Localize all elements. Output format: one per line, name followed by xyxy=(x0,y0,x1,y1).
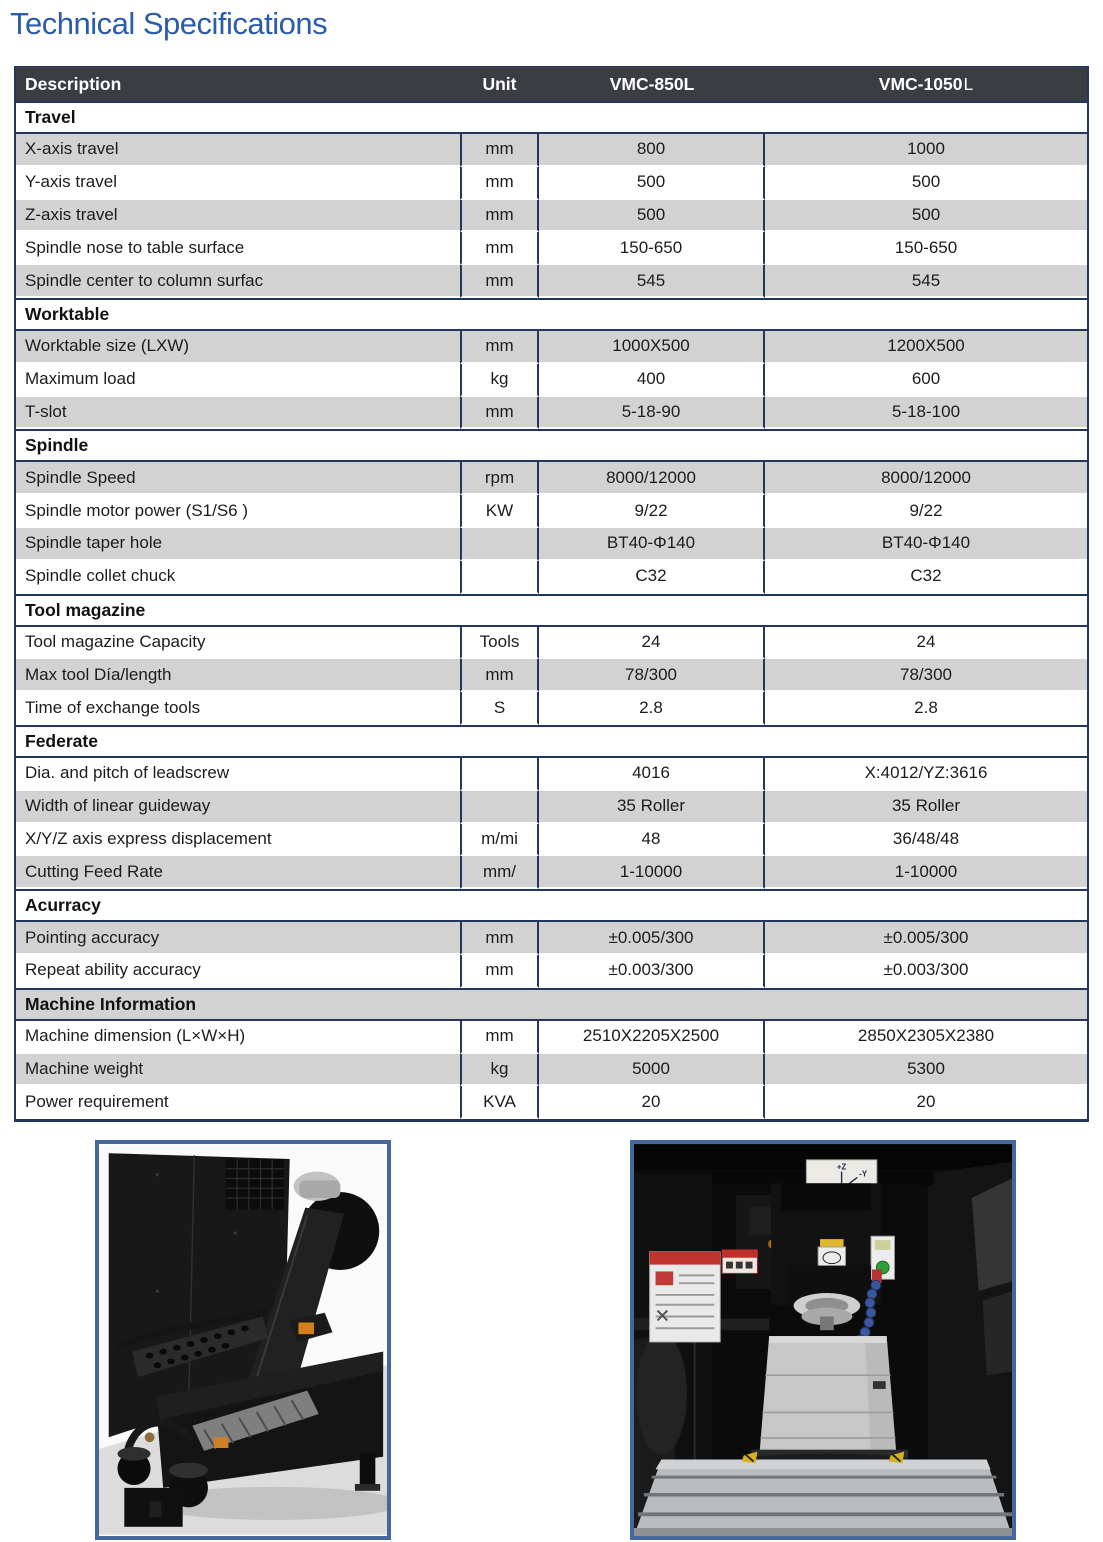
spec-row-t-slot xyxy=(16,397,1087,430)
vmc-1050l-value-cell: 1000 xyxy=(765,134,1087,167)
vmc-1050l-value-cell: 35 Roller xyxy=(765,791,1087,824)
vmc-850l-value-cell: 2.8 xyxy=(539,692,765,725)
vmc-1050l-value-cell: 2850X2305X2380 xyxy=(765,1021,1087,1054)
unit-cell: mm xyxy=(460,1021,539,1054)
col-header-vmc-1050l xyxy=(765,67,1087,101)
unit-cell: mm/ xyxy=(460,856,539,889)
description-cell: Max tool Día/length xyxy=(16,659,460,692)
vmc-1050l-value-cell: 5-18-100 xyxy=(765,397,1087,430)
worktable xyxy=(634,1452,1012,1536)
unit-cell: mm xyxy=(460,659,539,692)
spec-row-dia-and-pitch-of-leadscrew xyxy=(16,758,1087,791)
unit-cell: rpm xyxy=(460,462,539,495)
table-header-row xyxy=(16,67,1087,101)
spec-row-tool-magazine-capacity xyxy=(16,627,1087,660)
spec-row-pointing-accuracy xyxy=(16,922,1087,955)
warning-label-small xyxy=(298,1322,314,1334)
description-cell: Spindle collet chuck xyxy=(16,561,460,594)
description-cell: Machine dimension (L×W×H) xyxy=(16,1021,460,1054)
vmc-850l-value-cell: 1000X500 xyxy=(539,331,765,364)
unit-cell: KW xyxy=(460,495,539,528)
unit-cell: mm xyxy=(460,331,539,364)
vmc-850l-value-cell: BT40-Φ140 xyxy=(539,528,765,561)
unit-cell: mm xyxy=(460,265,539,298)
description-cell: X-axis travel xyxy=(16,134,460,167)
unit-cell: mm xyxy=(460,397,539,430)
description-cell: Z-axis travel xyxy=(16,200,460,233)
vmc-850l-value-cell: 24 xyxy=(539,627,765,660)
vmc-1050l-value-cell: ±0.003/300 xyxy=(765,955,1087,988)
vmc-850l-value-cell: 500 xyxy=(539,167,765,200)
vmc-1050l-value-cell: BT40-Φ140 xyxy=(765,528,1087,561)
description-cell: Time of exchange tools xyxy=(16,692,460,725)
vmc-850l-value-cell: ±0.005/300 xyxy=(539,922,765,955)
spec-row-maximum-load xyxy=(16,364,1087,397)
unit-cell: mm xyxy=(460,232,539,265)
spec-row-spindle-collet-chuck xyxy=(16,561,1087,594)
table-body xyxy=(16,101,1087,1119)
vmc-1050l-value-cell: C32 xyxy=(765,561,1087,594)
machine-base-chip-conveyor-photo xyxy=(95,1140,391,1540)
machining-area-photo xyxy=(630,1140,1016,1540)
vmc-850l-value-cell: 35 Roller xyxy=(539,791,765,824)
warning-label-orange xyxy=(214,1437,229,1448)
section-header-tool-magazine: Tool magazine xyxy=(16,594,1087,627)
section-header-travel: Travel xyxy=(16,101,1087,134)
spec-row-time-of-exchange-tools xyxy=(16,692,1087,725)
description-cell: Spindle nose to table surface xyxy=(16,232,460,265)
spec-row-spindle-speed xyxy=(16,462,1087,495)
vmc-1050l-value-cell: 1-10000 xyxy=(765,856,1087,889)
col-header-unit: Unit xyxy=(482,73,517,94)
vmc-1050l-value-cell: 545 xyxy=(765,265,1087,298)
warning-label-yellow xyxy=(820,1239,844,1247)
unit-cell: S xyxy=(460,692,539,725)
vmc-1050l-value-cell: 36/48/48 xyxy=(765,824,1087,857)
unit-cell: mm xyxy=(460,167,539,200)
axis-label-minus-y: -Y xyxy=(859,1169,868,1179)
spec-row-machine-dimension-l-w-h xyxy=(16,1021,1087,1054)
col-header-vmc-850l: VMC-850L xyxy=(609,73,695,94)
vmc-1050l-value-cell: X:4012/YZ:3616 xyxy=(765,758,1087,791)
vmc-850l-value-cell: 400 xyxy=(539,364,765,397)
spec-row-spindle-center-to-column-surfac xyxy=(16,265,1087,298)
unit-cell: mm xyxy=(460,200,539,233)
vmc-850l-value-cell: 8000/12000 xyxy=(539,462,765,495)
bellows-cover xyxy=(752,1336,909,1459)
page-title: Technical Specifications xyxy=(10,6,328,41)
description-cell: Maximum load xyxy=(16,364,460,397)
vmc-1050l-value-cell: 78/300 xyxy=(765,659,1087,692)
section-header-spindle: Spindle xyxy=(16,429,1087,462)
unit-cell xyxy=(460,561,539,594)
section-header-acurracy: Acurracy xyxy=(16,889,1087,922)
vmc-850l-value-cell: 1-10000 xyxy=(539,856,765,889)
col-header-description: Description xyxy=(25,73,122,94)
vmc-850l-value-cell: C32 xyxy=(539,561,765,594)
section-header-machine-information: Machine Information xyxy=(16,988,1087,1021)
vmc-850l-value-cell: 20 xyxy=(539,1086,765,1119)
spec-row-worktable-size-lxw xyxy=(16,331,1087,364)
vmc-1050l-value-cell: 2.8 xyxy=(765,692,1087,725)
spec-row-y-axis-travel xyxy=(16,167,1087,200)
vmc-1050l-value-cell: 1200X500 xyxy=(765,331,1087,364)
spec-row-repeat-ability-accuracy xyxy=(16,955,1087,988)
description-cell: T-slot xyxy=(16,397,460,430)
model2-base: VMC-1050 xyxy=(878,73,963,94)
vmc-850l-value-cell: 78/300 xyxy=(539,659,765,692)
vmc-850l-value-cell: 5-18-90 xyxy=(539,397,765,430)
unit-cell: kg xyxy=(460,1054,539,1087)
axis-label-plus-z: +Z xyxy=(836,1162,847,1172)
vmc-1050l-value-cell: 5300 xyxy=(765,1054,1087,1087)
model2-suffix: L xyxy=(963,73,974,94)
vmc-1050l-value-cell: 9/22 xyxy=(765,495,1087,528)
description-cell: Repeat ability accuracy xyxy=(16,955,460,988)
description-cell: Dia. and pitch of leadscrew xyxy=(16,758,460,791)
vmc-850l-value-cell: 48 xyxy=(539,824,765,857)
vmc-850l-value-cell: 4016 xyxy=(539,758,765,791)
description-cell: Tool magazine Capacity xyxy=(16,627,460,660)
vmc-850l-value-cell: 2510X2205X2500 xyxy=(539,1021,765,1054)
chip-conveyor-illustration xyxy=(99,1144,387,1536)
machining-area-illustration xyxy=(634,1144,1012,1536)
spec-row-spindle-nose-to-table-surface xyxy=(16,232,1087,265)
description-cell: Spindle taper hole xyxy=(16,528,460,561)
spec-row-z-axis-travel xyxy=(16,200,1087,233)
spec-row-power-requirement xyxy=(16,1086,1087,1119)
description-cell: Pointing accuracy xyxy=(16,922,460,955)
unit-cell: Tools xyxy=(460,627,539,660)
vmc-1050l-value-cell: 24 xyxy=(765,627,1087,660)
description-cell: Machine weight xyxy=(16,1054,460,1087)
unit-cell: mm xyxy=(460,955,539,988)
vmc-850l-value-cell: 500 xyxy=(539,200,765,233)
description-cell: Width of linear guideway xyxy=(16,791,460,824)
spec-row-x-axis-travel xyxy=(16,134,1087,167)
description-cell: Spindle motor power (S1/S6 ) xyxy=(16,495,460,528)
vmc-1050l-value-cell: ±0.005/300 xyxy=(765,922,1087,955)
spec-row-x-y-z-axis-express-displacement xyxy=(16,824,1087,857)
vmc-850l-value-cell: 5000 xyxy=(539,1054,765,1087)
vmc-850l-value-cell: 800 xyxy=(539,134,765,167)
description-cell: Spindle center to column surfac xyxy=(16,265,460,298)
vmc-1050l-value-cell: 150-650 xyxy=(765,232,1087,265)
vmc-1050l-value-cell: 500 xyxy=(765,200,1087,233)
spec-row-cutting-feed-rate xyxy=(16,856,1087,889)
unit-cell: kg xyxy=(460,364,539,397)
vmc-850l-value-cell: 9/22 xyxy=(539,495,765,528)
unit-cell xyxy=(460,758,539,791)
unit-cell: mm xyxy=(460,922,539,955)
vmc-850l-value-cell: 150-650 xyxy=(539,232,765,265)
vmc-1050l-value-cell: 8000/12000 xyxy=(765,462,1087,495)
description-cell: Spindle Speed xyxy=(16,462,460,495)
spec-row-width-of-linear-guideway xyxy=(16,791,1087,824)
spec-table xyxy=(14,66,1089,1122)
description-cell: Cutting Feed Rate xyxy=(16,856,460,889)
vmc-850l-value-cell: ±0.003/300 xyxy=(539,955,765,988)
unit-cell: mm xyxy=(460,134,539,167)
vmc-1050l-value-cell: 20 xyxy=(765,1086,1087,1119)
unit-cell xyxy=(460,528,539,561)
description-cell: Worktable size (LXW) xyxy=(16,331,460,364)
section-header-worktable: Worktable xyxy=(16,298,1087,331)
vmc-1050l-value-cell: 600 xyxy=(765,364,1087,397)
section-header-federate: Federate xyxy=(16,725,1087,758)
spec-row-spindle-taper-hole xyxy=(16,528,1087,561)
unit-cell: KVA xyxy=(460,1086,539,1119)
spec-row-machine-weight xyxy=(16,1054,1087,1087)
vmc-850l-value-cell: 545 xyxy=(539,265,765,298)
description-cell: Y-axis travel xyxy=(16,167,460,200)
spec-row-spindle-motor-power-s1-s6 xyxy=(16,495,1087,528)
unit-cell: m/mi xyxy=(460,824,539,857)
description-cell: X/Y/Z axis express displacement xyxy=(16,824,460,857)
unit-cell xyxy=(460,791,539,824)
warning-label-cluster xyxy=(650,1252,721,1342)
spec-row-max-tool-d-a-length xyxy=(16,659,1087,692)
description-cell: Power requirement xyxy=(16,1086,460,1119)
vmc-1050l-value-cell: 500 xyxy=(765,167,1087,200)
